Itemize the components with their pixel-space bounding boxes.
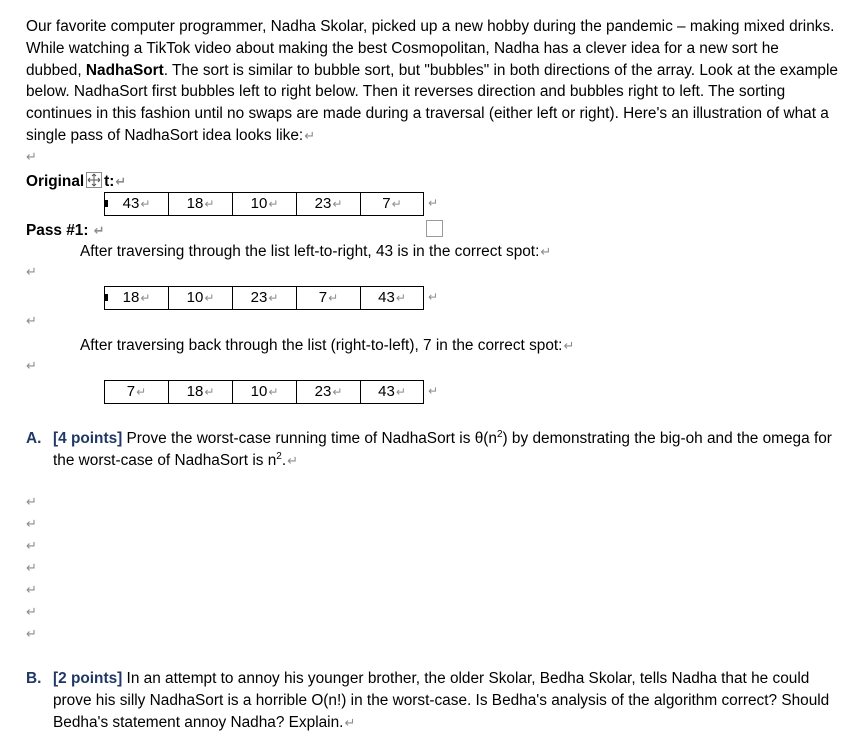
sort-name: NadhaSort	[85, 61, 164, 79]
pass1-right-to-left-array	[104, 380, 424, 404]
empty-paragraph-mark-icon: ↵	[26, 561, 37, 576]
array-cell: 23↵	[296, 381, 360, 403]
cell-end-mark-icon: ↵	[395, 385, 406, 399]
array-cell: 23↵	[296, 193, 360, 215]
question-b	[26, 668, 836, 735]
array-cell: 18↵	[104, 287, 168, 309]
array-cell: 10↵	[232, 381, 296, 403]
row-end-mark-icon: ↵	[428, 196, 439, 210]
empty-paragraph-mark-icon: ↵	[26, 517, 37, 532]
pass-description-1: After traversing through the list left-to-right, 43 is in the correct spot:↵	[80, 243, 552, 260]
question-a-body: [4 points] Prove the worst-case running time of NadhaSort is $\theta(n^2)$ by demonstrating the big-oh and the omega for the worst-case of NadhaSort is $n^2.↵$	[53, 428, 832, 469]
original-label-text-a: Original	[26, 173, 85, 190]
empty-paragraph-mark-icon: ↵	[26, 605, 37, 620]
array-cell: 10↵	[168, 287, 232, 309]
cell-end-mark-icon: ↵	[136, 385, 147, 399]
cell-end-mark-icon: ↵	[268, 291, 279, 305]
array-cell: 18↵	[168, 193, 232, 215]
pass1-left-to-right-array	[104, 286, 424, 310]
original-label-text-b: t:	[104, 173, 115, 190]
empty-paragraph-mark-icon: ↵	[26, 583, 37, 598]
empty-paragraph-mark-icon: ↵	[26, 265, 37, 280]
row-end-mark-icon: ↵	[428, 384, 439, 398]
cell-end-mark-icon: ↵	[204, 385, 215, 399]
question-b-body: [2 points] In an attempt to annoy his younger brother, the older Skolar, Bedha Skolar, tells Nadha that he could prove his silly NadhaSort is a horrible O(n!) in the worst-case. Is Bedha's analysis of the algorithm correct? Should Bedha's statement annoy Nadha? Explain.↵	[53, 670, 830, 731]
cell-end-mark-icon: ↵	[332, 197, 343, 211]
question-a-letter: A.	[26, 430, 42, 447]
paragraph-mark-icon: ↵	[287, 454, 299, 469]
array-cell: 43↵	[360, 287, 424, 309]
cell-end-mark-icon: ↵	[204, 291, 215, 305]
question-a	[26, 428, 836, 473]
pass-label: Pass #1: ↵	[26, 222, 105, 239]
pass-description-2: After traversing back through the list (right-to-left), 7 in the correct spot:↵	[80, 337, 575, 354]
original-array	[104, 192, 424, 216]
array-cell: 7↵	[104, 381, 168, 403]
empty-paragraph-mark-icon: ↵	[26, 359, 37, 374]
empty-paragraph-mark-icon: ↵	[26, 539, 37, 554]
original-label	[26, 172, 126, 192]
array-cell: 7↵	[296, 287, 360, 309]
intro-paragraph	[26, 16, 838, 148]
table-move-handle-icon[interactable]	[86, 172, 102, 188]
question-a-points: [4 points]	[53, 430, 123, 447]
paragraph-mark-icon: ↵	[563, 339, 575, 354]
cell-end-mark-icon: ↵	[204, 197, 215, 211]
paragraph-mark-icon: ↵	[344, 716, 356, 731]
array-cell: 43↵	[360, 381, 424, 403]
cell-end-mark-icon: ↵	[328, 291, 339, 305]
cell-end-mark-icon: ↵	[140, 291, 151, 305]
table-resize-handle-icon[interactable]	[426, 220, 443, 237]
empty-paragraph-mark-icon: ↵	[26, 627, 37, 642]
row-end-mark-icon: ↵	[428, 290, 439, 304]
paragraph-mark-icon: ↵	[115, 175, 127, 190]
intro-text-1: Our favorite computer programmer, Nadha Skolar, picked up a new hobby during the pandemic – making mixed drinks. While watching a TikTok video about making the best Cosmopolitan, Nadha has a clever idea for a new sort he dubbed,	[26, 18, 835, 79]
cell-end-mark-icon: ↵	[395, 291, 406, 305]
empty-paragraph-mark-icon: ↵	[26, 495, 37, 510]
cell-end-mark-icon: ↵	[268, 385, 279, 399]
question-b-points: [2 points]	[53, 670, 123, 687]
cell-end-mark-icon: ↵	[332, 385, 343, 399]
array-cell: 7↵	[360, 193, 424, 215]
paragraph-mark-icon: ↵	[93, 224, 105, 239]
array-cell: 43↵	[104, 193, 168, 215]
array-cell: 10↵	[232, 193, 296, 215]
array-cell: 18↵	[168, 381, 232, 403]
cell-end-mark-icon: ↵	[268, 197, 279, 211]
paragraph-mark-icon: ↵	[540, 245, 552, 260]
intro-text-2: . The sort is similar to bubble sort, but "bubbles" in both directions of the array. Look at the example below. NadhaSort first bubbles left to right below. Then it reverses direction and bubbles right to left. The sorting continues in this fashion until no swaps are made during a traversal (either left or right). Here's an illustration of what a single pass of NadhaSort idea looks like:	[26, 61, 838, 144]
array-cell: 23↵	[232, 287, 296, 309]
cell-end-mark-icon: ↵	[391, 197, 402, 211]
empty-paragraph-mark-icon: ↵	[26, 314, 37, 329]
question-b-letter: B.	[26, 670, 42, 687]
cell-end-mark-icon: ↵	[140, 197, 151, 211]
paragraph-mark-icon: ↵	[304, 128, 316, 144]
empty-paragraph-mark-icon: ↵	[26, 150, 37, 165]
